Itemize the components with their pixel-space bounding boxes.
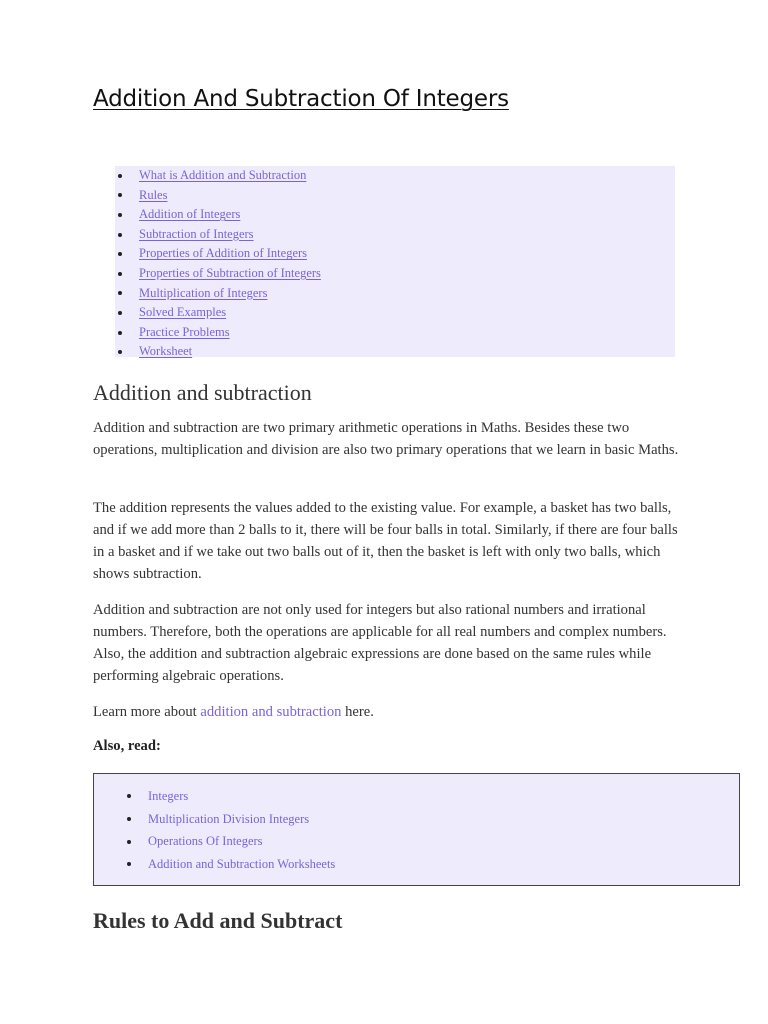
toc-link-rules[interactable]: Rules [139, 187, 168, 202]
bullet-icon [118, 233, 122, 237]
toc-link-addition[interactable]: Addition of Integers [139, 207, 241, 222]
learn-more-suffix: here. [341, 704, 374, 720]
toc-link-multiplication[interactable]: Multiplication of Integers [139, 285, 268, 300]
toc-item-worksheet [115, 342, 675, 362]
also-read-link-multiplication-division[interactable]: Multiplication Division Integers [148, 811, 310, 826]
toc-link-what-is[interactable]: What is Addition and Subtraction [139, 168, 307, 182]
toc-link-properties-addition[interactable]: Properties of Addition of Integers [139, 246, 308, 261]
learn-more-prefix: Learn more about [93, 704, 201, 720]
also-read-item [124, 808, 335, 831]
also-read-link-worksheets[interactable]: Addition and Subtraction Worksheets [148, 857, 336, 872]
paragraph-applicability: Addition and subtraction are not only used for integers but also rational numbers and irrational numbers. Therefore, both the operations are applicable for all real numbers and complex numbers. Also, the addition and subtraction algebraic expressions are done based on the same rules while performing algebraic operations. [93, 602, 667, 684]
rules-heading: Rules to Add and Subtract [93, 908, 343, 933]
bullet-icon [127, 817, 131, 821]
section-heading: Addition and subtraction [93, 380, 312, 405]
toc-link-solved-examples[interactable]: Solved Examples [139, 305, 227, 320]
toc-link-worksheet[interactable]: Worksheet [139, 344, 193, 359]
also-read-label: Also, read: [93, 738, 161, 754]
toc-item-solved-examples [115, 303, 675, 323]
bullet-icon [118, 331, 122, 335]
learn-more-link[interactable]: addition and subtraction [200, 704, 342, 720]
bullet-icon [118, 252, 122, 256]
toc-item-practice-problems [115, 323, 675, 343]
toc-link-subtraction[interactable]: Subtraction of Integers [139, 226, 254, 241]
also-read-link-operations[interactable]: Operations Of Integers [148, 834, 263, 849]
bullet-icon [127, 794, 131, 798]
bullet-icon [127, 862, 131, 866]
page-title: Addition And Subtraction Of Integers [93, 86, 509, 112]
also-read-list [124, 785, 335, 876]
bullet-icon [118, 311, 122, 315]
bullet-icon [118, 193, 122, 197]
bullet-icon [118, 213, 122, 217]
toc-link-properties-subtraction[interactable]: Properties of Subtraction of Integers [139, 265, 321, 280]
also-read-item [124, 853, 335, 876]
toc-item-properties-subtraction [115, 264, 675, 284]
toc-item-subtraction [115, 225, 675, 245]
bullet-icon [118, 174, 122, 178]
also-read-item [124, 785, 335, 808]
also-read-item [124, 830, 335, 853]
toc-item-what-is [115, 166, 675, 186]
toc-item-properties-addition [115, 244, 675, 264]
bullet-icon [118, 350, 122, 354]
paragraph-example: The addition represents the values added to the existing value. For example, a basket has two balls, and if we add more than 2 balls to it, there will be four balls in total. Similarly, if there are four balls in a basket and if we take out two balls out of it, then the basket is left with only two balls, which shows subtraction. [93, 500, 678, 582]
toc-link-practice-problems[interactable]: Practice Problems [139, 324, 230, 339]
toc-item-rules [115, 186, 675, 206]
bullet-icon [118, 272, 122, 276]
toc-item-addition [115, 205, 675, 225]
also-read-box [93, 773, 740, 886]
also-read-link-integers[interactable]: Integers [148, 789, 189, 803]
toc-item-multiplication [115, 284, 675, 304]
bullet-icon [118, 291, 122, 295]
paragraph-learn-more [93, 701, 683, 723]
paragraph-intro: Addition and subtraction are two primary arithmetic operations in Maths. Besides these two operations, multiplication and division are also two primary operations that we learn in basic Maths. [93, 420, 679, 458]
table-of-contents [115, 166, 675, 357]
bullet-icon [127, 840, 131, 844]
